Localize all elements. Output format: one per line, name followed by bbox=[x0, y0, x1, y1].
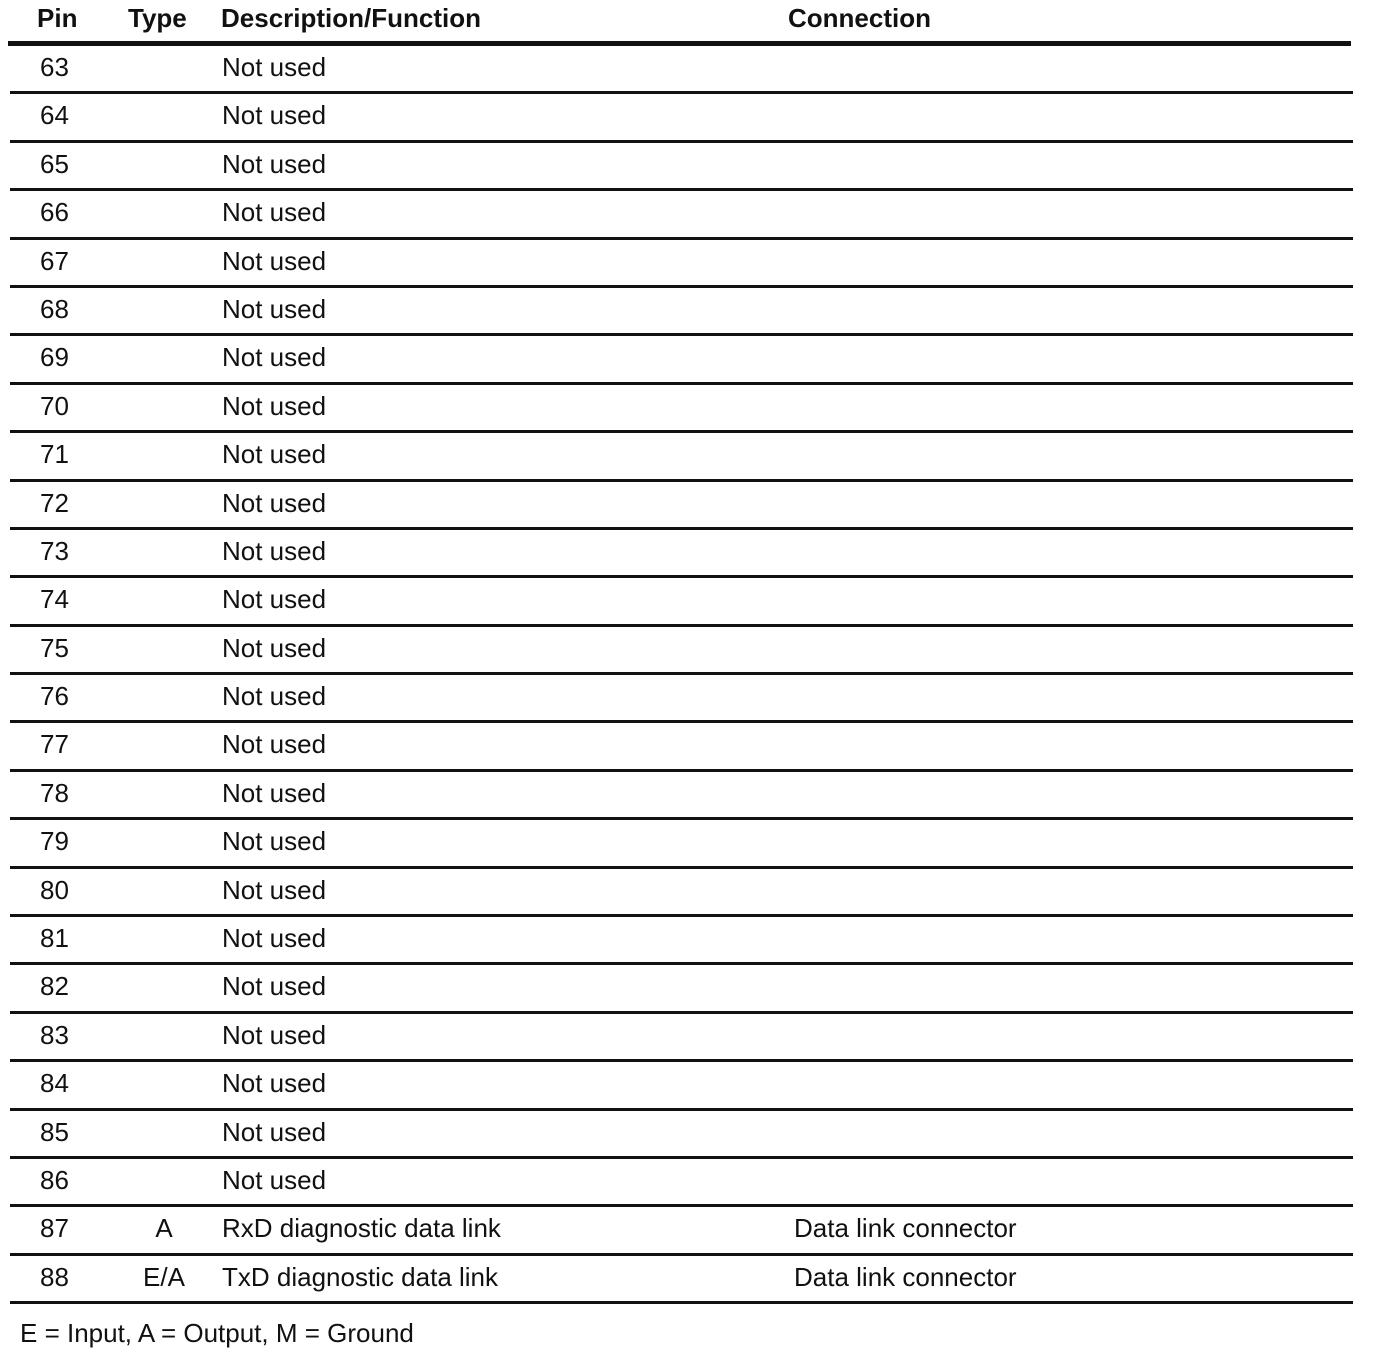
description-cell: Not used bbox=[222, 729, 327, 760]
pin-cell: 70 bbox=[40, 390, 69, 421]
pin-cell: 87 bbox=[40, 1213, 69, 1244]
header-type: Type bbox=[128, 3, 187, 33]
description-cell: Not used bbox=[222, 1164, 327, 1195]
connection-cell: Data link connector bbox=[794, 1261, 1017, 1292]
table-row bbox=[10, 482, 1353, 530]
header-connection: Connection bbox=[788, 3, 931, 33]
type-cell: E/A bbox=[143, 1261, 185, 1292]
pin-cell: 67 bbox=[40, 245, 69, 276]
table-row bbox=[10, 433, 1353, 481]
table-row bbox=[10, 288, 1353, 336]
pin-cell: 86 bbox=[40, 1164, 69, 1195]
pin-cell: 80 bbox=[40, 874, 69, 905]
pin-cell: 83 bbox=[40, 1019, 69, 1050]
connection-cell: Data link connector bbox=[794, 1213, 1017, 1244]
table-row bbox=[10, 530, 1353, 578]
table-row bbox=[10, 336, 1353, 384]
pin-cell: 71 bbox=[40, 439, 69, 470]
description-cell: Not used bbox=[222, 487, 327, 518]
description-cell: Not used bbox=[222, 342, 327, 373]
pin-cell: 75 bbox=[40, 632, 69, 663]
pin-cell: 68 bbox=[40, 293, 69, 324]
description-cell: Not used bbox=[222, 439, 327, 470]
description-cell: Not used bbox=[222, 874, 327, 905]
description-cell: TxD diagnostic data link bbox=[222, 1261, 499, 1292]
table-row bbox=[10, 1111, 1353, 1159]
pin-cell: 63 bbox=[40, 52, 69, 82]
pin-cell: 76 bbox=[40, 681, 69, 712]
pin-cell: 88 bbox=[40, 1261, 69, 1292]
description-cell: Not used bbox=[222, 777, 327, 808]
table-row bbox=[10, 1207, 1353, 1255]
table-row bbox=[10, 1014, 1353, 1062]
pin-cell: 81 bbox=[40, 923, 69, 954]
description-cell: Not used bbox=[222, 293, 327, 324]
table-row bbox=[10, 94, 1353, 142]
description-cell: Not used bbox=[222, 923, 327, 954]
legend-footnote: E = Input, A = Output, M = Ground bbox=[20, 1318, 414, 1348]
table-header bbox=[10, 0, 1350, 42]
pin-cell: 85 bbox=[40, 1116, 69, 1147]
description-cell: Not used bbox=[222, 681, 327, 712]
pin-cell: 64 bbox=[40, 100, 69, 131]
table-row bbox=[10, 675, 1353, 723]
table-row bbox=[10, 191, 1353, 239]
pin-cell: 78 bbox=[40, 777, 69, 808]
table-row bbox=[10, 869, 1353, 917]
pin-cell: 69 bbox=[40, 342, 69, 373]
table-row bbox=[10, 723, 1353, 771]
table-row bbox=[10, 1159, 1353, 1207]
description-cell: Not used bbox=[222, 52, 327, 82]
table-row bbox=[10, 46, 1353, 94]
pin-cell: 77 bbox=[40, 729, 69, 760]
description-cell: Not used bbox=[222, 1019, 327, 1050]
description-cell: RxD diagnostic data link bbox=[222, 1213, 501, 1244]
pin-cell: 74 bbox=[40, 584, 69, 615]
pin-table bbox=[10, 46, 1353, 1304]
description-cell: Not used bbox=[222, 1116, 327, 1147]
table-row bbox=[10, 627, 1353, 675]
description-cell: Not used bbox=[222, 245, 327, 276]
type-cell: A bbox=[155, 1213, 173, 1244]
description-cell: Not used bbox=[222, 826, 327, 857]
pin-cell: 73 bbox=[40, 535, 69, 566]
table-row bbox=[10, 143, 1353, 191]
description-cell: Not used bbox=[222, 100, 327, 131]
table-row bbox=[10, 385, 1353, 433]
table-row bbox=[10, 965, 1353, 1013]
description-cell: Not used bbox=[222, 584, 327, 615]
pin-cell: 79 bbox=[40, 826, 69, 857]
table-row bbox=[10, 578, 1353, 626]
table-row bbox=[10, 772, 1353, 820]
description-cell: Not used bbox=[222, 148, 327, 179]
description-cell: Not used bbox=[222, 971, 327, 1002]
description-cell: Not used bbox=[222, 632, 327, 663]
header-pin: Pin bbox=[37, 3, 78, 33]
pin-cell: 65 bbox=[40, 148, 69, 179]
table-row bbox=[10, 240, 1353, 288]
description-cell: Not used bbox=[222, 1068, 327, 1099]
pin-cell: 66 bbox=[40, 197, 69, 228]
pin-cell: 84 bbox=[40, 1068, 69, 1099]
header-description: Description/Function bbox=[221, 3, 481, 33]
pin-cell: 82 bbox=[40, 971, 69, 1002]
table-row bbox=[10, 917, 1353, 965]
table-row bbox=[10, 1062, 1353, 1110]
description-cell: Not used bbox=[222, 197, 327, 228]
table-row bbox=[10, 1256, 1353, 1304]
table-row bbox=[10, 820, 1353, 868]
description-cell: Not used bbox=[222, 535, 327, 566]
pin-cell: 72 bbox=[40, 487, 69, 518]
description-cell: Not used bbox=[222, 390, 327, 421]
